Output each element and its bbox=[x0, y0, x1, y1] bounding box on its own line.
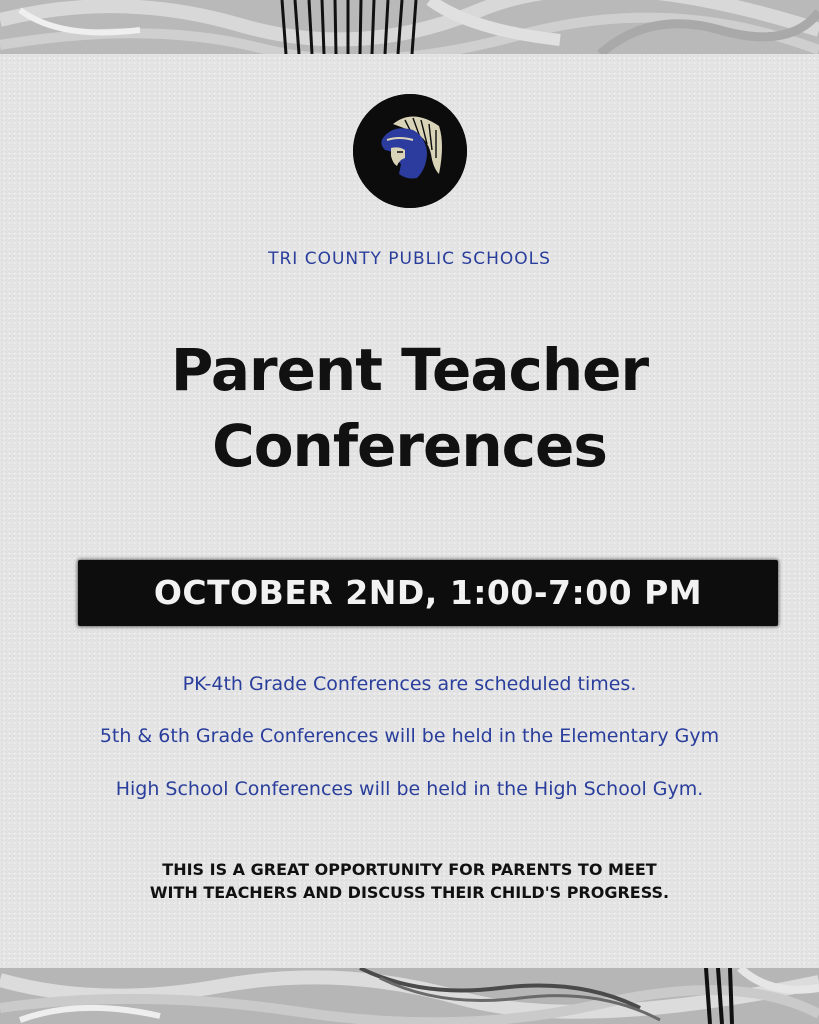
opportunity-note-line-1: THIS IS A GREAT OPPORTUNITY FOR PARENTS TO MEET bbox=[162, 860, 657, 879]
opportunity-note-line-2: WITH TEACHERS AND DISCUSS THEIR CHILD'S PROGRESS. bbox=[149, 883, 670, 902]
flyer-panel bbox=[0, 54, 819, 968]
info-line-pk-4th: PK-4th Grade Conferences are scheduled times. bbox=[182, 673, 637, 695]
opportunity-note bbox=[0, 858, 819, 904]
wavy-lines-pattern-icon bbox=[0, 0, 819, 54]
info-line-high-school: High School Conferences will be held in the High School Gym. bbox=[115, 778, 704, 800]
event-title bbox=[0, 332, 819, 484]
event-title-line-2: Conferences bbox=[212, 412, 607, 480]
district-name: TRI COUNTY PUBLIC SCHOOLS bbox=[268, 249, 551, 269]
spartan-warrior-helmet-icon bbox=[353, 94, 467, 208]
event-date-banner bbox=[78, 560, 778, 626]
wavy-lines-pattern-icon bbox=[0, 968, 819, 1024]
decorative-band-top bbox=[0, 0, 819, 54]
school-logo bbox=[353, 94, 467, 208]
event-title-line-1: Parent Teacher bbox=[170, 336, 649, 404]
event-date: OCTOBER 2ND, 1:00-7:00 PM bbox=[153, 573, 703, 612]
info-line-5th-6th: 5th & 6th Grade Conferences will be held in the Elementary Gym bbox=[99, 725, 720, 747]
decorative-band-bottom bbox=[0, 968, 819, 1024]
